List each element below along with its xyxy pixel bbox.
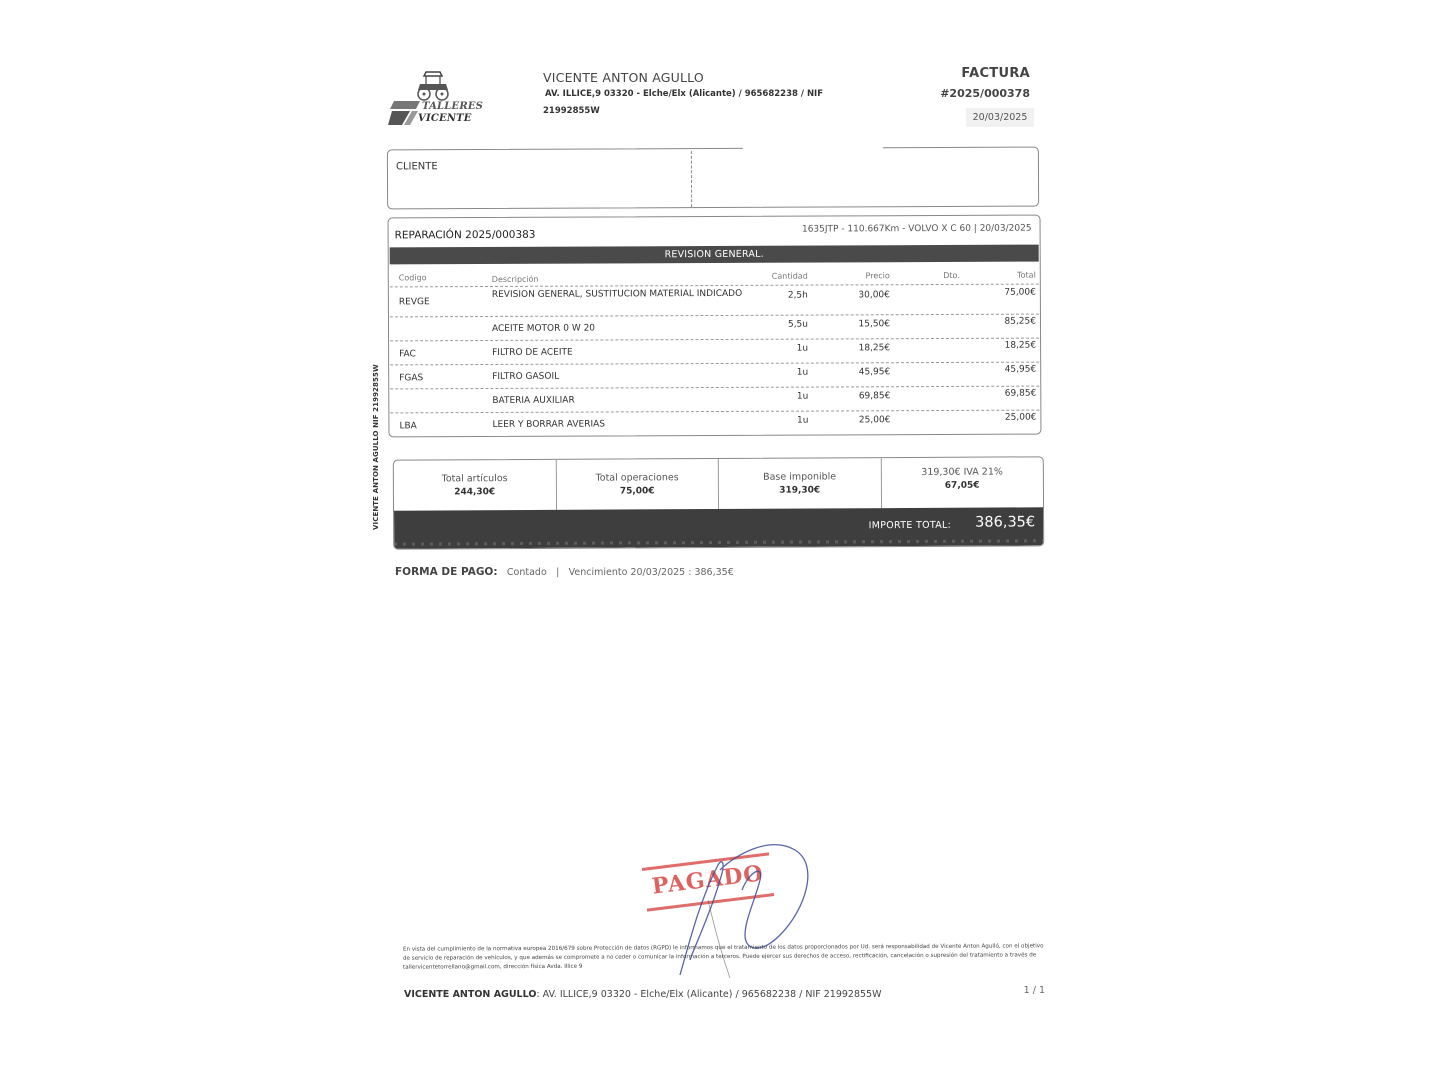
row-total: 75,00€ (1004, 287, 1036, 298)
repair-title: REPARACIÓN 2025/000383 (394, 228, 536, 242)
totals-summary (394, 457, 1043, 510)
row-description: BATERIA AUXILIAR (492, 395, 575, 406)
total-articles-cell (394, 460, 557, 511)
table-row (390, 339, 1039, 366)
table-row (390, 315, 1039, 342)
client-box (387, 147, 1039, 210)
row-quantity: 1u (796, 367, 809, 378)
client-label: CLIENTE (395, 161, 438, 173)
header-total: Total (1017, 270, 1036, 280)
vat-label: 319,30€ IVA 21% (921, 466, 1003, 478)
tax-base-value: 319,30€ (779, 485, 821, 496)
company-nif: 21992855W (543, 106, 600, 116)
row-price: 30,00€ (858, 290, 890, 301)
row-description: FILTRO GASOIL (492, 371, 560, 382)
row-quantity: 1u (796, 415, 809, 426)
logo-text-vicente: VICENTE (418, 113, 472, 124)
row-total: 25,00€ (1004, 412, 1037, 423)
tax-base-cell (719, 458, 882, 509)
page-number: 1 / 1 (1023, 985, 1045, 996)
header-quantity: Cantidad (771, 271, 808, 281)
vehicle-info: 1635JTP - 110.667Km - VOLVO X C 60 | 20/03/2025 (801, 223, 1032, 235)
row-description: ACEITE MOTOR 0 W 20 (491, 323, 596, 334)
total-operations-value: 75,00€ (619, 486, 655, 497)
vintage-car-icon (414, 68, 452, 102)
side-nif-text: VICENTE ANTON AGULLO NIF 21992855W (372, 364, 380, 530)
logo-text-talleres: TALLERES (422, 101, 484, 112)
company-logo (386, 68, 482, 128)
line-items-table (390, 263, 1040, 438)
legal-notice: En vista del cumplimiento de la normativa europea 2016/679 sobre Protección de datos (RGPD) le informamos que el tratamiento de los datos proporcionados por Ud. será responsabilidad de Vicente Anton Agulló, con el objetivo de servicio de reparación de vehículos, y que además se compromete a no ceder o comunicar la información a terceros. Puede ejercer sus derechos de acceso, rectificación, cancelación o supresión del tratamiento a través de tallervicentetorrellano@gmail.com, dirección física Avda. Illice 9 (402, 943, 1044, 971)
vat-value: 67,05€ (944, 480, 980, 491)
row-description: FILTRO DE ACEITE (492, 347, 573, 358)
row-code: FGAS (399, 373, 424, 384)
header-price: Precio (865, 271, 890, 281)
payment-label: FORMA DE PAGO: (395, 566, 498, 578)
company-address: AV. ILLICE,9 03320 - Elche/Elx (Alicante) / 965682238 / NIF (545, 89, 824, 99)
table-header (390, 263, 1039, 288)
company-name: VICENTE ANTON AGULLO (543, 70, 704, 85)
header-discount: Dto. (943, 270, 960, 281)
table-row (390, 363, 1039, 390)
total-articles-label: Total artículos (441, 473, 508, 485)
repair-box (388, 215, 1042, 438)
row-price: 18,25€ (858, 343, 891, 354)
row-code: LBA (399, 421, 417, 432)
row-description: REVISION GENERAL, SUSTITUCION MATERIAL INDICADO (491, 288, 743, 300)
row-code: FAC (399, 349, 416, 360)
total-operations-cell (556, 459, 719, 510)
section-title-bar: REVISION GENERAL. (390, 245, 1039, 265)
scan-streak (394, 539, 1043, 545)
paid-stamp-text: PAGADO (650, 860, 765, 900)
row-total: 45,95€ (1004, 364, 1037, 375)
total-articles-value: 244,30€ (454, 487, 496, 498)
client-divider (691, 151, 692, 207)
payment-separator: | (556, 567, 560, 578)
tv-monogram-icon (388, 101, 420, 125)
grand-total-value: 386,35€ (975, 514, 1036, 531)
payment-info (395, 566, 734, 578)
row-total: 69,85€ (1004, 388, 1037, 399)
row-quantity: 5,5u (787, 319, 809, 330)
footer-company-details: : AV. ILLICE,9 03320 - Elche/Elx (Alicante) / 965682238 / NIF 21992855W (536, 989, 882, 1000)
footer-company-info (404, 989, 882, 1000)
row-code: REVGE (398, 297, 430, 308)
invoice-date: 20/03/2025 (966, 108, 1034, 127)
row-price: 69,85€ (858, 391, 891, 402)
total-operations-label: Total operaciones (595, 472, 679, 484)
row-quantity: 2,5h (787, 290, 808, 301)
row-total: 18,25€ (1004, 340, 1037, 351)
header-description: Descripción (491, 274, 539, 284)
row-description: LEER Y BORRAR AVERIAS (492, 419, 606, 430)
tax-base-label: Base imponible (763, 471, 837, 483)
totals-box (393, 456, 1044, 549)
row-quantity: 1u (796, 391, 809, 402)
table-row (390, 285, 1039, 318)
payment-method: Contado (506, 567, 547, 578)
header-code: Codigo (398, 273, 427, 283)
grand-total-label: IMPORTE TOTAL: (868, 519, 952, 532)
footer-company-name: VICENTE ANTON AGULLO (404, 989, 537, 1000)
payment-due: Vencimiento 20/03/2025 : 386,35€ (568, 567, 734, 578)
grand-total-bar (394, 507, 1043, 548)
document-type: FACTURA (961, 66, 1030, 81)
row-total: 85,25€ (1004, 316, 1037, 327)
invoice-number: #2025/000378 (940, 87, 1030, 100)
table-row (390, 411, 1039, 438)
table-row (390, 387, 1039, 414)
row-quantity: 1u (796, 343, 809, 354)
row-price: 25,00€ (858, 415, 891, 426)
row-price: 15,50€ (858, 319, 891, 330)
row-price: 45,95€ (858, 367, 891, 378)
vat-cell (881, 457, 1043, 508)
